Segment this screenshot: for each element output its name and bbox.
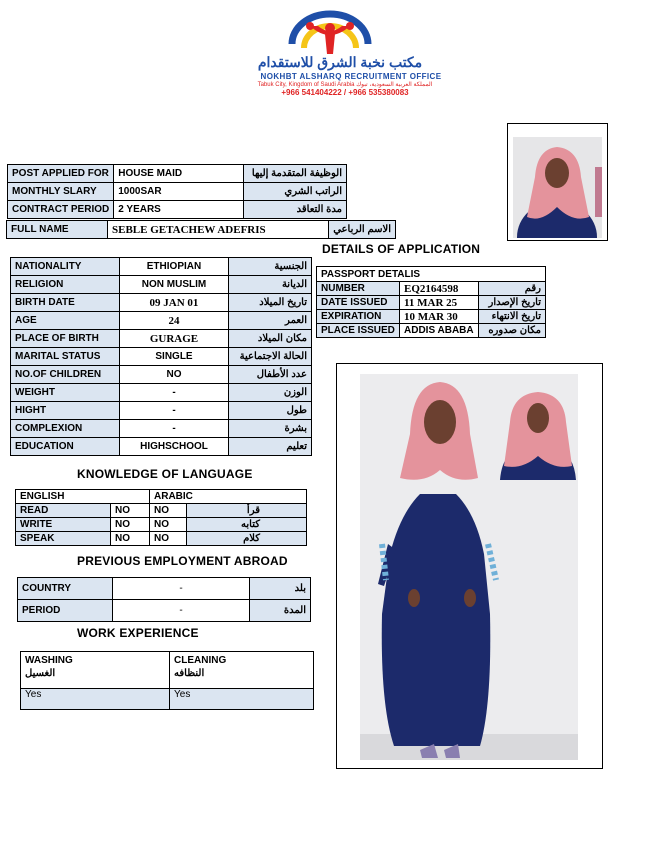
table-row bbox=[11, 402, 312, 420]
language-table bbox=[15, 489, 307, 546]
language-col-english: ENGLISH bbox=[16, 490, 150, 504]
full-name-value: SEBLE GETACHEW ADEFRIS bbox=[108, 221, 329, 239]
experience-col bbox=[21, 652, 170, 689]
language-heading: KNOWLEDGE OF LANGUAGE bbox=[77, 467, 253, 481]
full-name-label-ar: الاسم الرباعي bbox=[329, 221, 396, 239]
passport-label: DATE ISSUED bbox=[317, 296, 400, 310]
personal-label-ar: الحالة الاجتماعية bbox=[229, 348, 312, 366]
location-arabic: المملكة العربية السعودية، تبوك bbox=[356, 82, 433, 88]
personal-value: 09 JAN 01 bbox=[120, 294, 229, 312]
employment-value: - bbox=[113, 600, 250, 622]
personal-label-ar: عدد الأطفال bbox=[229, 366, 312, 384]
language-english: NO bbox=[111, 518, 150, 532]
experience-table bbox=[20, 651, 314, 710]
passport-value: EQ2164598 bbox=[400, 282, 479, 296]
table-row bbox=[11, 438, 312, 456]
language-arabic: NO bbox=[150, 504, 187, 518]
table-row bbox=[18, 578, 311, 600]
language-arabic: NO bbox=[150, 532, 187, 546]
full-name-label: FULL NAME bbox=[7, 221, 108, 239]
table-row bbox=[16, 518, 307, 532]
personal-label-ar: مكان الميلاد bbox=[229, 330, 312, 348]
table-row bbox=[18, 600, 311, 622]
experience-value: Yes bbox=[21, 689, 170, 710]
table-row bbox=[7, 221, 396, 239]
personal-label: BIRTH DATE bbox=[11, 294, 120, 312]
table-row bbox=[11, 330, 312, 348]
personal-label: NO.OF CHILDREN bbox=[11, 366, 120, 384]
job-label: MONTHLY SLARY bbox=[8, 183, 114, 201]
passport-value: ADDIS ABABA bbox=[400, 324, 479, 338]
job-value: 1000SAR bbox=[114, 183, 244, 201]
personal-label: AGE bbox=[11, 312, 120, 330]
employment-label-ar: المدة bbox=[250, 600, 311, 622]
language-label: WRITE bbox=[16, 518, 111, 532]
job-label-ar: الراتب الشري bbox=[244, 183, 347, 201]
passport-title: PASSPORT DETALIS bbox=[317, 267, 546, 282]
passport-label-ar: تاريخ الإصدار bbox=[479, 296, 546, 310]
company-location bbox=[214, 81, 476, 88]
company-phones: +966 541404222 / +966 535380083 bbox=[281, 88, 409, 97]
location-english: Tabuk City, Kingdom of Saudi Arabia bbox=[257, 82, 355, 88]
full-name-table bbox=[6, 220, 396, 239]
personal-label-ar: الديانة bbox=[229, 276, 312, 294]
job-value: 2 YEARS bbox=[114, 201, 244, 219]
personal-label: MARITAL STATUS bbox=[11, 348, 120, 366]
table-row bbox=[16, 490, 307, 504]
table-row bbox=[11, 258, 312, 276]
personal-label: HIGHT bbox=[11, 402, 120, 420]
employment-value: - bbox=[113, 578, 250, 600]
table-row bbox=[317, 324, 546, 338]
table-row bbox=[21, 689, 314, 710]
company-name-arabic: مكتب نخبة الشرق للاستقدام bbox=[257, 54, 423, 70]
personal-label: NATIONALITY bbox=[11, 258, 120, 276]
personal-label: EDUCATION bbox=[11, 438, 120, 456]
table-row bbox=[16, 504, 307, 518]
table-row bbox=[8, 165, 347, 183]
full-body-photo bbox=[360, 374, 578, 760]
employment-label: COUNTRY bbox=[18, 578, 113, 600]
experience-label-ar: النظافه bbox=[174, 668, 205, 679]
details-heading: DETAILS OF APPLICATION bbox=[322, 242, 481, 256]
language-col-arabic: ARABIC bbox=[150, 490, 307, 504]
passport-table bbox=[316, 266, 546, 338]
personal-label-ar: العمر bbox=[229, 312, 312, 330]
passport-label-ar: تاريخ الانتهاء bbox=[479, 310, 546, 324]
personal-label-ar: بشرة bbox=[229, 420, 312, 438]
passport-value: 10 MAR 30 bbox=[400, 310, 479, 324]
table-row bbox=[317, 310, 546, 324]
experience-label: WASHING bbox=[25, 655, 73, 666]
language-arabic: NO bbox=[150, 518, 187, 532]
company-logo bbox=[270, 4, 390, 60]
personal-label: WEIGHT bbox=[11, 384, 120, 402]
employment-label-ar: بلد bbox=[250, 578, 311, 600]
table-row bbox=[8, 201, 347, 219]
personal-value: SINGLE bbox=[120, 348, 229, 366]
experience-value: Yes bbox=[170, 689, 314, 710]
personal-value: NON MUSLIM bbox=[120, 276, 229, 294]
company-name-english: NOKHBT ALSHARQ RECRUITMENT OFFICE bbox=[260, 72, 442, 81]
personal-value: HIGHSCHOOL bbox=[120, 438, 229, 456]
experience-col bbox=[170, 652, 314, 689]
personal-label-ar: تاريخ الميلاد bbox=[229, 294, 312, 312]
personal-value: NO bbox=[120, 366, 229, 384]
job-label: POST APPLIED FOR bbox=[8, 165, 114, 183]
table-row bbox=[11, 348, 312, 366]
table-row bbox=[11, 312, 312, 330]
table-row bbox=[11, 294, 312, 312]
employment-label: PERIOD bbox=[18, 600, 113, 622]
job-table bbox=[7, 164, 347, 219]
full-body-photo-frame bbox=[336, 363, 603, 769]
passport-value: 11 MAR 25 bbox=[400, 296, 479, 310]
personal-label-ar: الوزن bbox=[229, 384, 312, 402]
table-row bbox=[11, 276, 312, 294]
table-row bbox=[11, 366, 312, 384]
passport-label: PLACE ISSUED bbox=[317, 324, 400, 338]
personal-value: GURAGE bbox=[120, 330, 229, 348]
language-label-ar: كتابه bbox=[187, 518, 307, 532]
personal-label: PLACE OF BIRTH bbox=[11, 330, 120, 348]
experience-label-ar: الغسيل bbox=[25, 668, 56, 679]
personal-value: - bbox=[120, 384, 229, 402]
experience-label: CLEANING bbox=[174, 655, 227, 666]
personal-label: COMPLEXION bbox=[11, 420, 120, 438]
passport-label-ar: رقم bbox=[479, 282, 546, 296]
table-row bbox=[11, 420, 312, 438]
portrait-photo-frame bbox=[507, 123, 608, 241]
employment-heading: PREVIOUS EMPLOYMENT ABROAD bbox=[77, 554, 288, 568]
experience-heading: WORK EXPERIENCE bbox=[77, 626, 199, 640]
personal-label-ar: الجنسية bbox=[229, 258, 312, 276]
table-row bbox=[8, 183, 347, 201]
personal-value: - bbox=[120, 420, 229, 438]
personal-details-table bbox=[10, 257, 312, 456]
personal-label-ar: تعليم bbox=[229, 438, 312, 456]
table-row bbox=[317, 296, 546, 310]
employment-table bbox=[17, 577, 311, 622]
table-row bbox=[16, 532, 307, 546]
table-row bbox=[317, 267, 546, 282]
personal-label: RELIGION bbox=[11, 276, 120, 294]
job-label-ar: الوظيفة المتقدمة إليها bbox=[244, 165, 347, 183]
language-english: NO bbox=[111, 532, 150, 546]
language-label-ar: كلام bbox=[187, 532, 307, 546]
job-label: CONTRACT PERIOD bbox=[8, 201, 114, 219]
personal-value: 24 bbox=[120, 312, 229, 330]
personal-value: - bbox=[120, 402, 229, 420]
passport-label: EXPIRATION bbox=[317, 310, 400, 324]
personal-label-ar: طول bbox=[229, 402, 312, 420]
language-label: SPEAK bbox=[16, 532, 111, 546]
passport-label-ar: مكان صدوره bbox=[479, 324, 546, 338]
language-label: READ bbox=[16, 504, 111, 518]
job-label-ar: مدة التعاقد bbox=[244, 201, 347, 219]
portrait-photo bbox=[513, 137, 602, 238]
language-label-ar: قرأ bbox=[187, 504, 307, 518]
table-row bbox=[21, 652, 314, 689]
language-english: NO bbox=[111, 504, 150, 518]
job-value: HOUSE MAID bbox=[114, 165, 244, 183]
personal-value: ETHIOPIAN bbox=[120, 258, 229, 276]
passport-label: NUMBER bbox=[317, 282, 400, 296]
table-row bbox=[11, 384, 312, 402]
table-row bbox=[317, 282, 546, 296]
